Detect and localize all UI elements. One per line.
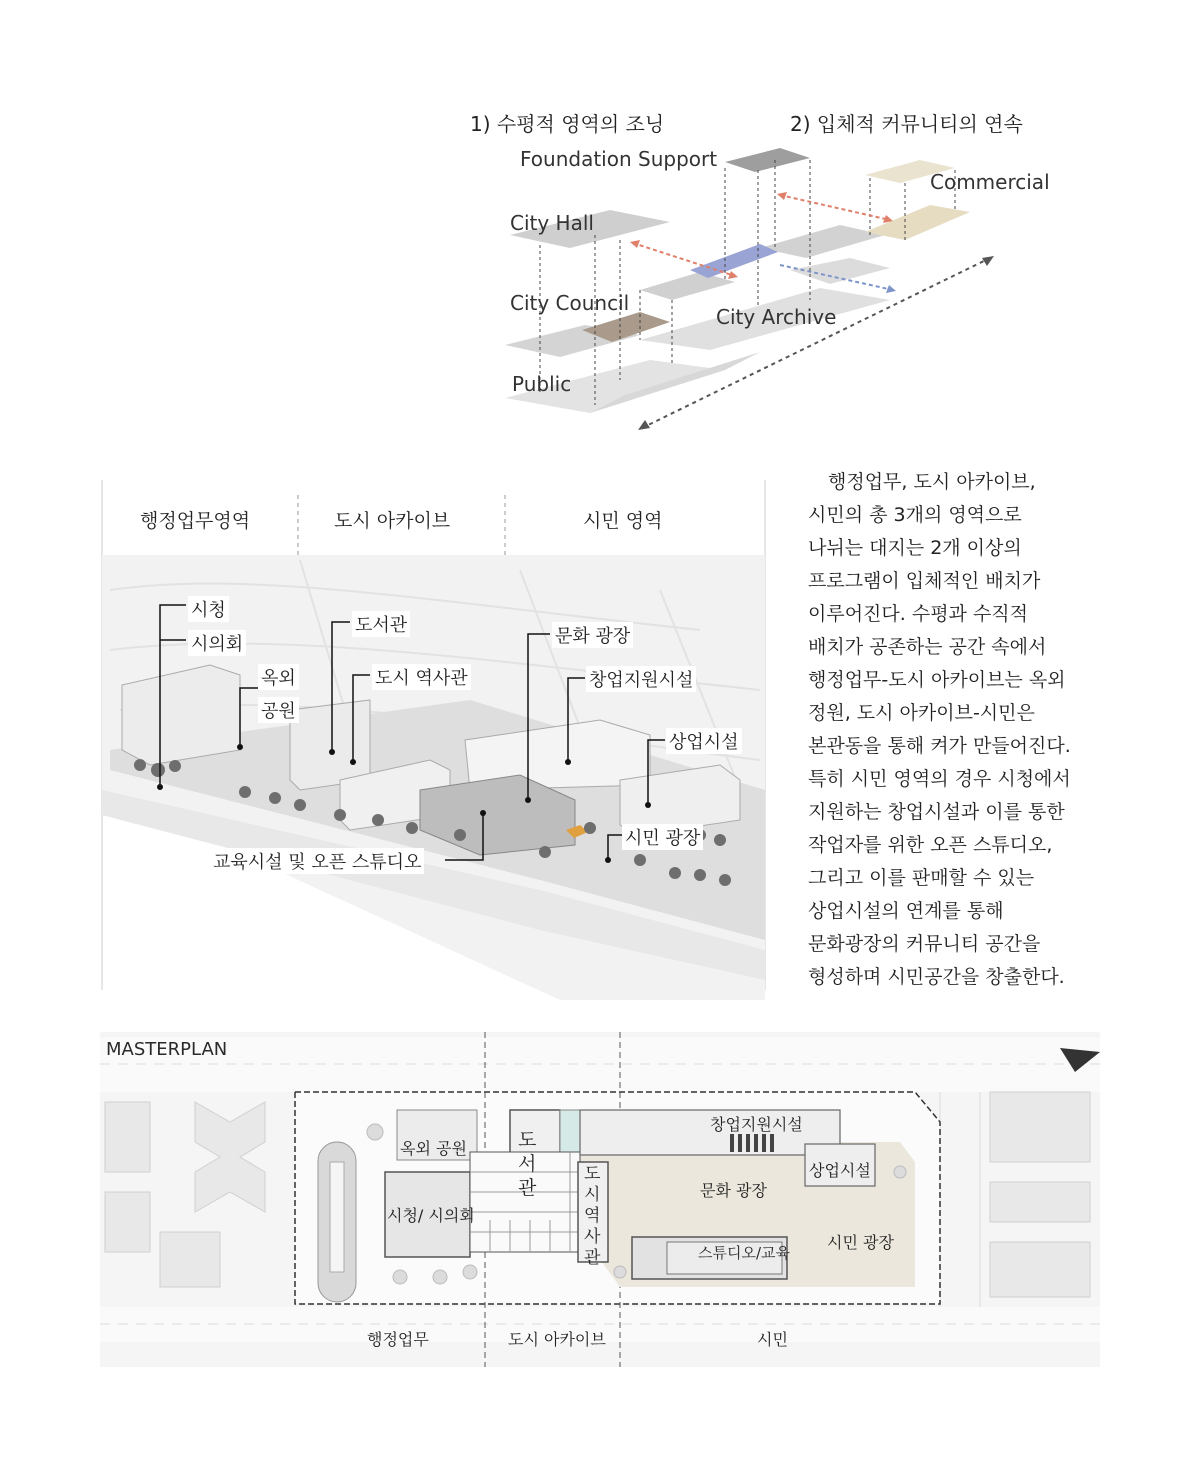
label-city-archive: City Archive [716, 305, 837, 329]
label-city-hall: City Hall [510, 211, 594, 235]
parking-core [330, 1162, 344, 1272]
red-arrow-head-2 [728, 271, 738, 279]
callout-council: 시의회 [188, 630, 246, 656]
mp-library: 도 서 관 [518, 1129, 537, 1199]
description-line: 형성하며 시민공간을 창출한다. [808, 966, 1065, 988]
axo-heading-vertical: 2) 입체적 커뮤니티의 연속 [790, 112, 1023, 136]
callout-city-hall: 시청 [188, 596, 229, 622]
foundation-slab [725, 148, 810, 172]
description-line: 시민의 총 3개의 영역으로 [808, 504, 1022, 526]
zone-citizen-title: 시민 영역 [583, 510, 663, 532]
mp-commercial: 상업시설 [809, 1161, 871, 1180]
callout-outdoor: 옥외 [258, 664, 299, 690]
label-city-council: City Council [510, 291, 630, 315]
description-line: 문화광장의 커뮤니티 공간을 [808, 933, 1041, 955]
mp-city-hall: 시청/ 시의회 [387, 1206, 475, 1225]
commercial-slab-low [865, 205, 970, 240]
description-line: 정원, 도시 아카이브-시민은 [808, 702, 1035, 724]
callout-citizen-plaza: 시민 광장 [622, 824, 703, 850]
callout-startup: 창업지원시설 [586, 666, 696, 692]
callout-history: 도시 역사관 [372, 664, 471, 690]
vertical-guides [540, 160, 955, 405]
callout-commercial: 상업시설 [666, 728, 742, 754]
description-line: 프로그램이 입체적인 배치가 [808, 570, 1041, 592]
mp-zone-citizen: 시민 [757, 1330, 788, 1349]
zone-archive-title: 도시 아카이브 [334, 510, 451, 532]
mp-zone-admin: 행정업무 [367, 1330, 429, 1349]
right-blocks [990, 1092, 1090, 1297]
mp-studio: 스튜디오/교육 [698, 1244, 790, 1262]
description-line: 특히 시민 영역의 경우 시청에서 [808, 768, 1071, 790]
description-line: 상업시설의 연계를 통해 [808, 900, 1004, 922]
mp-zone-archive: 도시 아카이브 [508, 1330, 606, 1349]
label-foundation: Foundation Support [520, 147, 718, 171]
description-line: 작업자를 위한 오픈 스튜디오, [808, 834, 1053, 856]
blue-arrow-head [886, 285, 896, 293]
callout-education: 교육시설 및 오픈 스튜디오 [210, 848, 424, 874]
description-line: 행정업무, 도시 아카이브, [828, 471, 1036, 493]
description-line: 그리고 이를 판매할 수 있는 [808, 867, 1035, 889]
mp-history: 도 시 역 사 관 [584, 1164, 601, 1268]
axo-heading-horizontal: 1) 수평적 영역의 조닝 [470, 112, 665, 136]
description-line: 나뉘는 대지는 2개 이상의 [808, 537, 1022, 559]
zone-admin-title: 행정업무영역 [140, 510, 251, 532]
description-line: 지원하는 창업시설과 이를 통한 [808, 801, 1065, 823]
callout-culture-plaza: 문화 광장 [552, 622, 633, 648]
link-blue-slab [690, 244, 778, 278]
callout-park: 공원 [258, 697, 299, 723]
red-arrow-head-3 [777, 192, 787, 200]
mp-citizen-plaza: 시민 광장 [827, 1233, 894, 1252]
description-line: 배치가 공존하는 공간 속에서 [808, 636, 1047, 658]
long-arrow-head-start [638, 420, 650, 430]
label-commercial: Commercial [930, 170, 1050, 194]
label-public: Public [512, 372, 572, 396]
archive-slab-mid [790, 258, 890, 284]
archive-slab [760, 225, 885, 258]
callout-library: 도서관 [352, 611, 410, 637]
description-text [808, 466, 1100, 994]
glass-block [560, 1110, 580, 1152]
description-line: 본관동을 통해 켜가 만들어진다. [808, 735, 1071, 757]
masterplan-title: MASTERPLAN [106, 1039, 228, 1060]
mp-startup: 창업지원시설 [710, 1115, 803, 1134]
red-arrow-head-1 [630, 240, 640, 248]
council-grey-slab [640, 272, 735, 300]
mp-culture-plaza: 문화 광장 [700, 1181, 767, 1200]
mp-outdoor-park: 옥외 공원 [400, 1139, 467, 1158]
description-line: 이루어진다. 수평과 수직적 [808, 603, 1029, 625]
axo-drawing [0, 0, 1200, 460]
long-arrow-head-end [982, 256, 994, 266]
description-line: 행정업무-도시 아카이브는 옥외 [808, 669, 1066, 691]
